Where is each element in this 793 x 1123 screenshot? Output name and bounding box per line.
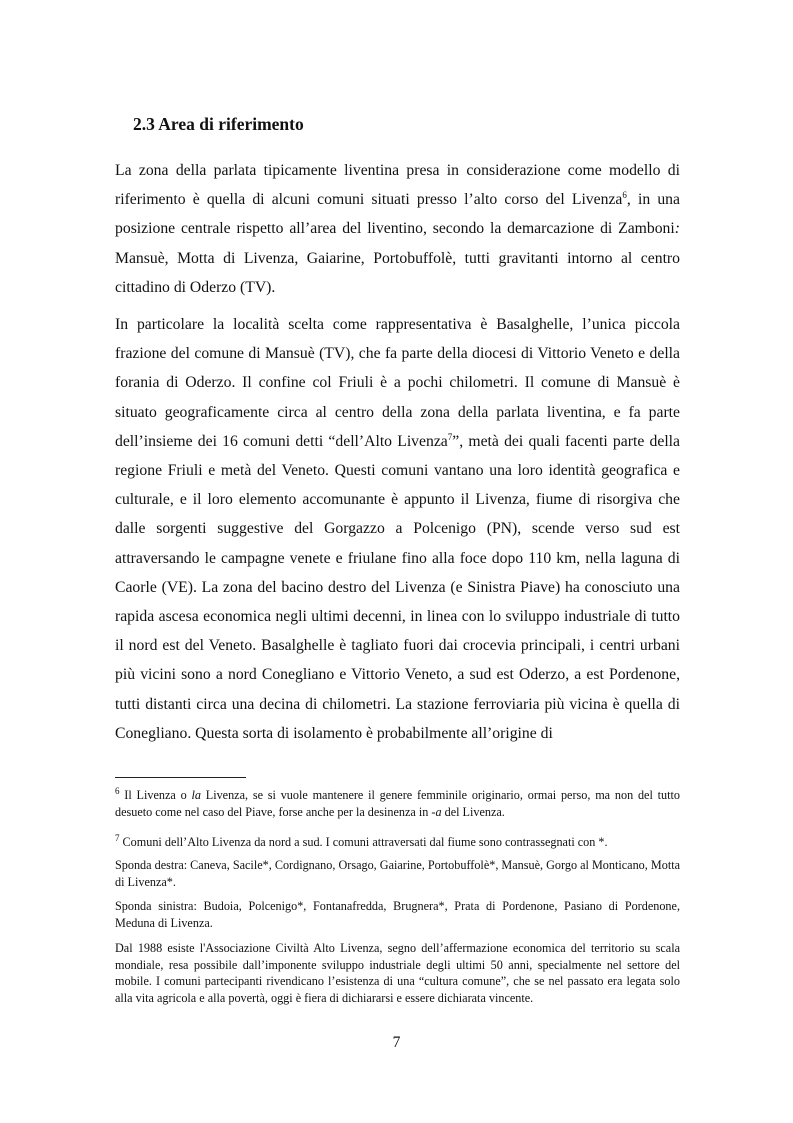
footnote-6-text-d: -a — [431, 804, 442, 819]
paragraph-1-text-b: , in una posizione centrale rispetto all’area del liventino, secondo la demarcazione di Zamboni — [115, 191, 680, 238]
footnote-ref-6: 6 — [622, 189, 627, 200]
footnote-7-associazione: Dal 1988 esiste l'Associazione Civiltà Alto Livenza, segno dell’affermazione economica del territorio su scala mondiale, resa possibile dall’imponente sviluppo industriale degli ultimi 50 anni, specialmente nel settore del mobile. I comuni partecipanti rivendicano l’esistenza di una “cultura comune”, che se nel passato era legata solo alla vita agricola e alla povertà, oggi è fiera di dichiararsi e essere dichiarata vincente. — [115, 941, 680, 1005]
paragraph-2-text-b: ”, metà dei quali facenti parte della regione Friuli e metà del Veneto. Questi comuni vantano una loro identità geografica e culturale, e il loro elemento accomunante è appunto il Livenza, fiume di risorgiva che dalle sorgenti suggestive del Gorgazzo a Polcenigo (PN), scende verso sud est attraversando le campagne venete e friulane fino alla foce dopo 110 km, nella laguna di Caorle (VE). La zona del bacino destro del Livenza (e Sinistra Piave) ha conosciuto una rapida ascesa economica negli ultimi decenni, in linea con lo sviluppo industriale di tutto il nord est del Veneto. Basalghelle è tagliato fuori dai crocevia principali, i centri urbani più vicini sono a nord Conegliano e Vittorio Veneto, a sud est Oderzo, a est Pordenone, tutti distanti circa una decina di chilometri. La stazione ferroviaria più vicina è quella di Conegliano. Questa sorta di isolamento è probabilmente all’origine di — [115, 432, 680, 742]
footnote-7-sponda-destra: Sponda destra: Caneva, Sacile*, Cordignano, Orsago, Gaiarine, Portobuffolè*, Mansuè, Gorgo al Monticano, Motta di Livenza*. — [115, 858, 680, 889]
footnote-6-text-a: Il Livenza o — [119, 788, 192, 802]
footnote-7 — [115, 834, 680, 851]
paragraph-1-text-c: Mansuè, Motta di Livenza, Gaiarine, Portobuffolè, tutti gravitanti intorno al centro cittadino di Oderzo (TV). — [115, 249, 680, 296]
paragraph-2 — [115, 310, 680, 748]
footnote-7-text: Comuni dell’Alto Livenza da nord a sud. I comuni attraversati dal fiume sono contrassegnati con *. — [119, 835, 608, 849]
footnote-6-number: 6 — [115, 785, 120, 796]
footnote-7-sponda-sinistra: Sponda sinistra: Budoia, Polcenigo*, Fontanafredda, Brugnera*, Prata di Pordenone, Pasiano di Pordenone, Meduna di Livenza. — [115, 899, 680, 930]
paragraph-1-text-a: La zona della parlata tipicamente liventina presa in considerazione come modello di riferimento è quella di alcuni comuni situati presso l’alto corso del Livenza — [115, 162, 680, 209]
footnote-separator — [115, 777, 246, 778]
footnote-7-number: 7 — [115, 832, 120, 843]
page-number: 7 — [392, 1034, 401, 1051]
footnote-6-text-c: Livenza, se si vuole mantenere il genere femminile originario, ormai perso, ma non del tutto desueto come nel caso del Piave, forse anche per la desinenza in — [115, 788, 680, 819]
paragraph-1-colon: : — [674, 220, 680, 238]
footnote-6 — [115, 787, 680, 820]
paragraph-2-text-a: In particolare la località scelta come rappresentativa è Basalghelle, l’unica piccola frazione del comune di Mansuè (TV), che fa parte della diocesi di Vittorio Veneto e della forania di Oderzo. Il confine col Friuli è a pochi chilometri. Il comune di Mansuè è situato geograficamente circa al centro della zona della parlata liventina, e fa parte dell’insieme dei 16 comuni detti “dell’Alto Livenza — [115, 316, 680, 450]
paragraph-1 — [115, 156, 680, 302]
footnote-ref-7: 7 — [447, 431, 453, 442]
footnote-6-text-e: del Livenza. — [441, 804, 505, 819]
footnote-6-text-b: la — [191, 788, 201, 802]
section-heading: 2.3 Area di riferimento — [133, 114, 304, 134]
